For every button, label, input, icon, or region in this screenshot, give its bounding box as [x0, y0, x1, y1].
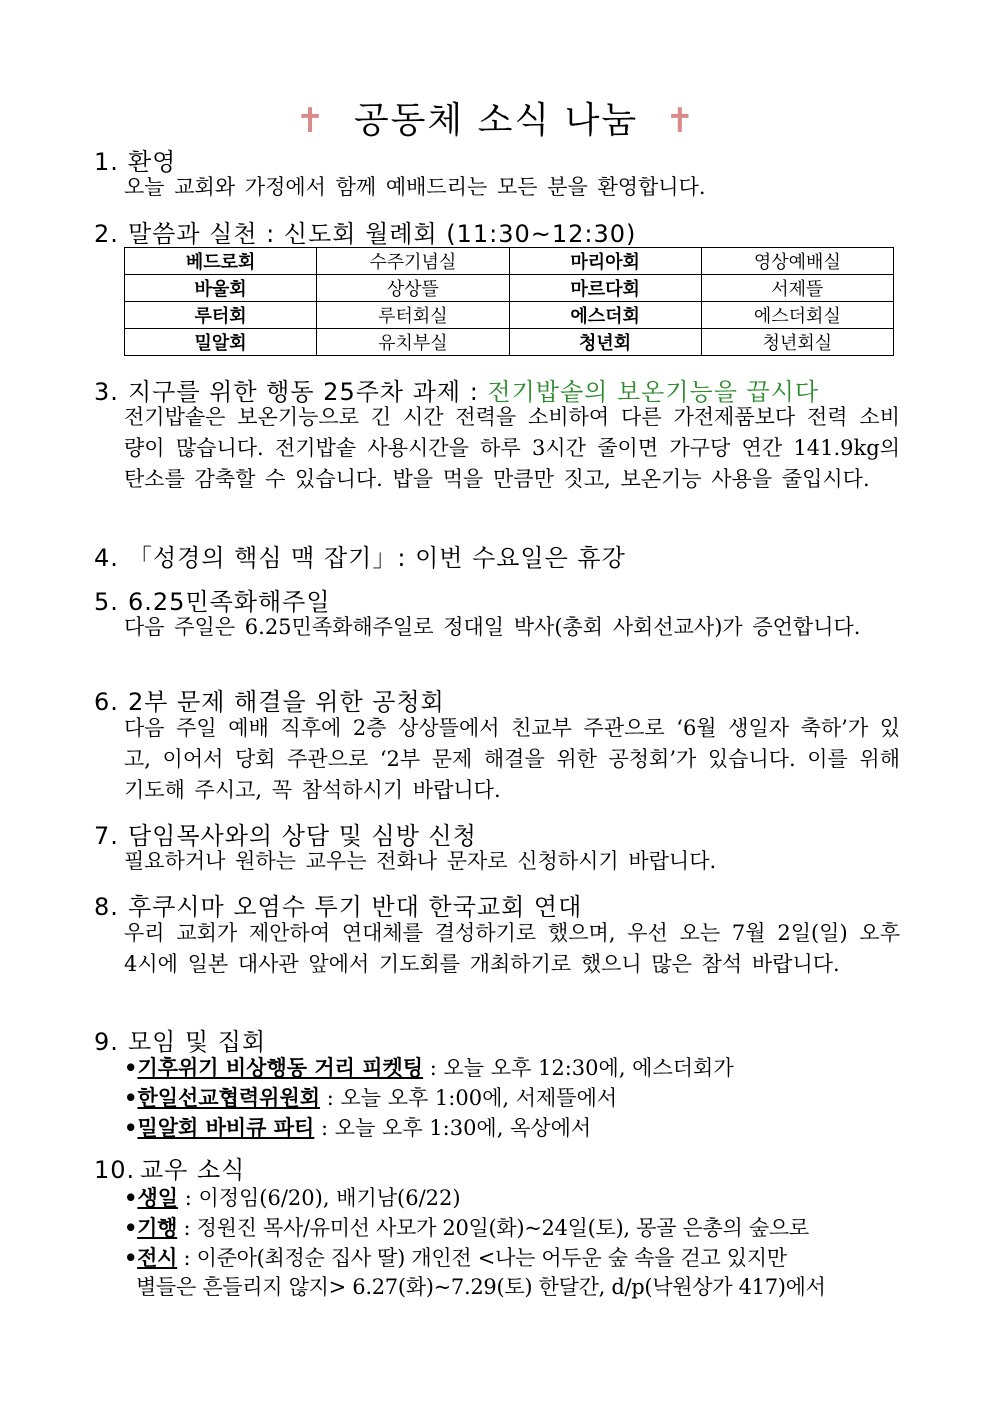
section-number: 6.	[94, 688, 119, 716]
list-item-continuation: 별들은 흔들리지 않지> 6.27(화)~7.29(토) 한달간, d/p(낙원상가 417)에서	[136, 1275, 826, 1299]
table-cell: 수주기념실	[317, 248, 509, 275]
section-10-heading	[94, 1150, 245, 1185]
section-8-body: 우리 교회가 제안하여 연대체를 결성하기로 했으며, 우선 오는 7월 2일(일) 오후 4시에 일본 대사관 앞에서 기도회를 개최하기로 했으니 많은 참석 바랍니다.	[124, 921, 900, 976]
item-label: 한일선교협력위원회	[137, 1085, 321, 1110]
list-item	[124, 1212, 809, 1244]
section-1-body: 오늘 교회와 가정에서 함께 예배드리는 모든 분을 환영합니다.	[124, 175, 706, 199]
section-number: 9.	[94, 1028, 119, 1056]
item-text: : 정원진 목사/유미선 사모가 20일(화)~24일(토), 몽골 은총의 숲으로	[177, 1216, 809, 1240]
table-row	[125, 329, 894, 356]
list-item	[124, 1242, 787, 1274]
cross-icon: ✝	[295, 101, 327, 141]
table-cell: 유치부실	[317, 329, 509, 356]
section-number: 2.	[94, 220, 119, 248]
section-number: 4.	[94, 544, 119, 572]
table-row	[125, 275, 894, 302]
table-cell: 밀알회	[125, 329, 317, 356]
bullet-icon: •	[124, 1055, 138, 1080]
item-text: : 오늘 오후 12:30에, 에스더회가	[423, 1056, 734, 1080]
section-title: 「성경의 핵심 맥 잡기」: 이번 수요일은 휴강	[128, 544, 626, 572]
table-cell: 서제뜰	[701, 275, 893, 302]
bullet-icon: •	[124, 1215, 138, 1240]
bullet-icon: •	[124, 1115, 138, 1140]
section-number: 10.	[94, 1156, 136, 1184]
table-cell: 베드로회	[125, 248, 317, 275]
list-item	[124, 1082, 617, 1114]
page-title-text: 공동체 소식 나눔	[353, 100, 639, 141]
table-cell: 루터회실	[317, 302, 509, 329]
item-label: 전시	[137, 1245, 178, 1270]
table-cell: 영상예배실	[701, 248, 893, 275]
item-label: 생일	[137, 1185, 179, 1210]
section-number: 7.	[94, 822, 119, 850]
section-5-body: 다음 주일은 6.25민족화해주일로 정대일 박사(총회 사회선교사)가 증언합니다.	[124, 615, 861, 639]
item-label: 밀알회 바비큐 파티	[137, 1115, 315, 1140]
item-text: : 오늘 오후 1:30에, 옥상에서	[314, 1116, 592, 1140]
meeting-room-table	[124, 247, 894, 356]
section-2-heading	[94, 214, 636, 249]
section-title: 6.25민족화해주일	[128, 588, 331, 616]
item-text: : 이준아(최정순 집사 딸) 개인전 <나는 어두운 숲 속을 걷고 있지만	[177, 1246, 787, 1270]
section-title: 말씀과 실천 : 신도회 월례회 (11:30~12:30)	[128, 220, 637, 248]
section-3-body: 전기밥솥은 보온기능으로 긴 시간 전력을 소비하여 다른 가전제품보다 전력 소비량이 많습니다. 전기밥솥 사용시간을 하루 3시간 줄이면 가구당 연간 141.9kg의 탄소를 감축할 수 있습니다. 밥을 먹을 만큼만 짓고, 보온기능 사용을 줄입시다.	[124, 405, 900, 491]
table-cell: 루터회	[125, 302, 317, 329]
item-text: : 이정임(6/20), 배기남(6/22)	[178, 1186, 461, 1210]
table-cell: 바울회	[125, 275, 317, 302]
section-8-heading	[94, 887, 582, 922]
section-number: 5.	[94, 588, 119, 616]
section-title: 환영	[128, 148, 177, 176]
table-cell: 에스더회실	[701, 302, 893, 329]
table-cell: 마리아회	[509, 248, 701, 275]
section-title: 지구를 위한 행동 25주차 과제 :	[128, 378, 488, 406]
section-title: 2부 문제 해결을 위한 공청회	[128, 688, 445, 716]
section-title: 모임 및 집회	[128, 1028, 267, 1056]
bullet-icon: •	[124, 1185, 138, 1210]
section-title: 후쿠시마 오염수 투기 반대 한국교회 연대	[128, 893, 583, 921]
section-7-body: 필요하거나 원하는 교우는 전화나 문자로 신청하시기 바랍니다.	[124, 849, 717, 873]
item-label: 기후위기 비상행동 거리 피켓팅	[137, 1055, 424, 1080]
section-6-body: 다음 주일 예배 직후에 2층 상상뜰에서 친교부 주관으로 ‘6월 생일자 축하’가 있고, 이어서 당회 주관으로 ‘2부 문제 해결을 위한 공청회’가 있습니다. 이를 위해 기도해 주시고, 꼭 참석하시기 바랍니다.	[124, 716, 900, 802]
list-item	[124, 1182, 461, 1214]
cross-icon: ✝	[665, 101, 697, 141]
section-6-heading	[94, 682, 445, 717]
page-title	[0, 92, 992, 143]
list-item	[124, 1052, 734, 1084]
section-number: 8.	[94, 893, 119, 921]
item-text: : 오늘 오후 1:00에, 서제뜰에서	[320, 1086, 618, 1110]
table-cell: 마르다회	[509, 275, 701, 302]
bullet-icon: •	[124, 1085, 138, 1110]
table-cell: 상상뜰	[317, 275, 509, 302]
bullet-icon: •	[124, 1245, 138, 1270]
item-label: 기행	[137, 1215, 178, 1240]
table-cell: 에스더회	[509, 302, 701, 329]
section-title: 교우 소식	[140, 1156, 246, 1184]
section-number: 3.	[94, 378, 119, 406]
section-title: 담임목사와의 상담 및 심방 신청	[128, 822, 477, 850]
table-cell: 청년회실	[701, 329, 893, 356]
list-item	[124, 1112, 591, 1144]
section-4-heading	[94, 538, 626, 573]
section-title-highlight: 전기밥솥의 보온기능을 끕시다	[487, 378, 820, 406]
section-number: 1.	[94, 148, 119, 176]
table-cell: 청년회	[509, 329, 701, 356]
table-row	[125, 248, 894, 275]
table-row	[125, 302, 894, 329]
